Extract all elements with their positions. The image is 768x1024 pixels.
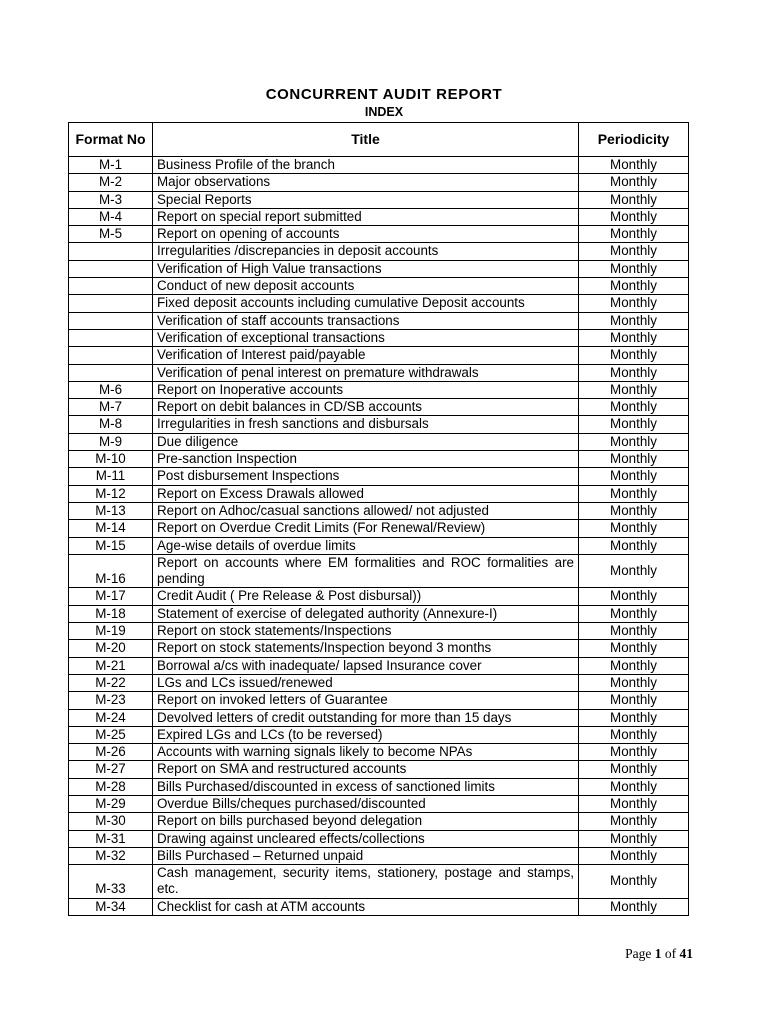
table-row (69, 174, 689, 191)
format-no-cell: M-14 (69, 520, 153, 537)
format-no-cell: M-4 (69, 208, 153, 225)
format-no-cell: M-27 (69, 761, 153, 778)
title-cell: Report on SMA and restructured accounts (153, 761, 579, 778)
periodicity-cell: Monthly (579, 692, 689, 709)
table-row (69, 243, 689, 260)
title-cell: Irregularities /discrepancies in deposit accounts (153, 243, 579, 260)
format-no-cell: M-13 (69, 502, 153, 519)
periodicity-cell: Monthly (579, 778, 689, 795)
periodicity-cell: Monthly (579, 243, 689, 260)
table-row (69, 278, 689, 295)
table-row (69, 744, 689, 761)
table-row (69, 502, 689, 519)
header-title: Title (153, 123, 579, 157)
periodicity-cell: Monthly (579, 520, 689, 537)
format-no-cell: M-5 (69, 226, 153, 243)
table-row (69, 657, 689, 674)
format-no-cell: M-18 (69, 605, 153, 622)
periodicity-cell: Monthly (579, 813, 689, 830)
format-no-cell: M-23 (69, 692, 153, 709)
title-cell: Business Profile of the branch (153, 157, 579, 174)
periodicity-cell: Monthly (579, 554, 689, 588)
title-cell: Report on stock statements/Inspections (153, 623, 579, 640)
table-row (69, 623, 689, 640)
table-row (69, 485, 689, 502)
table-row (69, 520, 689, 537)
title-cell: Verification of Interest paid/payable (153, 347, 579, 364)
page-label: Page (625, 946, 652, 961)
format-no-cell: M-9 (69, 433, 153, 450)
periodicity-cell: Monthly (579, 898, 689, 915)
format-no-cell: M-32 (69, 847, 153, 864)
periodicity-cell: Monthly (579, 502, 689, 519)
title-cell: Fixed deposit accounts including cumulative Deposit accounts (153, 295, 579, 312)
table-row (69, 312, 689, 329)
periodicity-cell: Monthly (579, 347, 689, 364)
title-cell: Verification of exceptional transactions (153, 329, 579, 346)
table-row (69, 795, 689, 812)
table-row (69, 761, 689, 778)
table-row (69, 347, 689, 364)
format-no-cell: M-8 (69, 416, 153, 433)
title-cell: Statement of exercise of delegated authority (Annexure-I) (153, 605, 579, 622)
format-no-cell: M-31 (69, 830, 153, 847)
header-format-no: Format No (69, 123, 153, 157)
periodicity-cell: Monthly (579, 381, 689, 398)
table-row (69, 191, 689, 208)
table-row (69, 364, 689, 381)
report-title: CONCURRENT AUDIT REPORT (265, 86, 503, 103)
periodicity-cell: Monthly (579, 623, 689, 640)
periodicity-cell: Monthly (579, 451, 689, 468)
table-row (69, 226, 689, 243)
title-cell: Report on accounts where EM formalities and ROC formalities are pending (153, 554, 579, 588)
title-cell: Devolved letters of credit outstanding for more than 15 days (153, 709, 579, 726)
periodicity-cell: Monthly (579, 485, 689, 502)
periodicity-cell: Monthly (579, 364, 689, 381)
table-row (69, 605, 689, 622)
page-current: 1 (654, 946, 662, 961)
title-cell: Verification of High Value transactions (153, 260, 579, 277)
title-cell: Report on Excess Drawals allowed (153, 485, 579, 502)
periodicity-cell: Monthly (579, 674, 689, 691)
title-cell: Due diligence (153, 433, 579, 450)
table-row (69, 157, 689, 174)
format-no-cell: M-17 (69, 588, 153, 605)
format-no-cell: M-2 (69, 174, 153, 191)
periodicity-cell: Monthly (579, 260, 689, 277)
page-of-label: of (664, 946, 677, 961)
title-cell: Drawing against uncleared effects/collections (153, 830, 579, 847)
table-row (69, 433, 689, 450)
periodicity-cell: Monthly (579, 588, 689, 605)
format-no-cell (69, 347, 153, 364)
title-cell: Expired LGs and LCs (to be reversed) (153, 726, 579, 743)
format-no-cell (69, 329, 153, 346)
title-cell: Report on special report submitted (153, 208, 579, 225)
periodicity-cell: Monthly (579, 295, 689, 312)
periodicity-cell: Monthly (579, 726, 689, 743)
table-row (69, 399, 689, 416)
title-cell: Report on invoked letters of Guarantee (153, 692, 579, 709)
page-number (625, 946, 693, 962)
format-no-cell: M-12 (69, 485, 153, 502)
table-row (69, 381, 689, 398)
title-cell: Report on bills purchased beyond delegation (153, 813, 579, 830)
table-row (69, 588, 689, 605)
title-cell: LGs and LCs issued/renewed (153, 674, 579, 691)
format-no-cell: M-10 (69, 451, 153, 468)
title-cell: Verification of penal interest on premature withdrawals (153, 364, 579, 381)
periodicity-cell: Monthly (579, 761, 689, 778)
table-row (69, 865, 689, 899)
title-cell: Bills Purchased/discounted in excess of sanctioned limits (153, 778, 579, 795)
title-cell: Pre-sanction Inspection (153, 451, 579, 468)
periodicity-cell: Monthly (579, 865, 689, 899)
table-row (69, 692, 689, 709)
table-row (69, 674, 689, 691)
table-row (69, 554, 689, 588)
table-header-row (69, 123, 689, 157)
periodicity-cell: Monthly (579, 709, 689, 726)
format-no-cell: M-28 (69, 778, 153, 795)
periodicity-cell: Monthly (579, 847, 689, 864)
title-cell: Borrowal a/cs with inadequate/ lapsed Insurance cover (153, 657, 579, 674)
periodicity-cell: Monthly (579, 278, 689, 295)
periodicity-cell: Monthly (579, 795, 689, 812)
format-no-cell: M-20 (69, 640, 153, 657)
table-row (69, 416, 689, 433)
periodicity-cell: Monthly (579, 830, 689, 847)
title-cell: Report on stock statements/Inspection beyond 3 months (153, 640, 579, 657)
format-no-cell: M-3 (69, 191, 153, 208)
title-cell: Report on Overdue Credit Limits (For Renewal/Review) (153, 520, 579, 537)
table-row (69, 830, 689, 847)
format-no-cell: M-11 (69, 468, 153, 485)
title-cell: Credit Audit ( Pre Release & Post disbursal)) (153, 588, 579, 605)
periodicity-cell: Monthly (579, 433, 689, 450)
format-no-cell: M-22 (69, 674, 153, 691)
table-row (69, 813, 689, 830)
format-no-cell: M-25 (69, 726, 153, 743)
format-no-cell: M-1 (69, 157, 153, 174)
table-row (69, 468, 689, 485)
title-cell: Report on opening of accounts (153, 226, 579, 243)
table-row (69, 537, 689, 554)
table-row (69, 329, 689, 346)
title-cell: Age-wise details of overdue limits (153, 537, 579, 554)
periodicity-cell: Monthly (579, 208, 689, 225)
format-no-cell (69, 312, 153, 329)
title-cell: Cash management, security items, stationery, postage and stamps, etc. (153, 865, 579, 899)
periodicity-cell: Monthly (579, 657, 689, 674)
table-row (69, 260, 689, 277)
format-no-cell (69, 364, 153, 381)
format-no-cell (69, 278, 153, 295)
title-cell: Accounts with warning signals likely to become NPAs (153, 744, 579, 761)
format-no-cell (69, 260, 153, 277)
title-cell: Major observations (153, 174, 579, 191)
title-cell: Irregularities in fresh sanctions and disbursals (153, 416, 579, 433)
index-subtitle: INDEX (364, 105, 404, 119)
format-no-cell: M-33 (69, 865, 153, 899)
format-no-cell: M-16 (69, 554, 153, 588)
format-no-cell: M-6 (69, 381, 153, 398)
table-row (69, 898, 689, 915)
table-row (69, 778, 689, 795)
periodicity-cell: Monthly (579, 640, 689, 657)
title-cell: Report on Adhoc/casual sanctions allowed/ not adjusted (153, 502, 579, 519)
title-cell: Special Reports (153, 191, 579, 208)
title-cell: Checklist for cash at ATM accounts (153, 898, 579, 915)
format-no-cell (69, 295, 153, 312)
periodicity-cell: Monthly (579, 468, 689, 485)
table-row (69, 640, 689, 657)
periodicity-cell: Monthly (579, 744, 689, 761)
periodicity-cell: Monthly (579, 605, 689, 622)
title-cell: Verification of staff accounts transactions (153, 312, 579, 329)
periodicity-cell: Monthly (579, 312, 689, 329)
table-row (69, 451, 689, 468)
index-table (68, 122, 689, 916)
format-no-cell: M-26 (69, 744, 153, 761)
format-no-cell: M-15 (69, 537, 153, 554)
header-periodicity: Periodicity (579, 123, 689, 157)
periodicity-cell: Monthly (579, 174, 689, 191)
title-cell: Post disbursement Inspections (153, 468, 579, 485)
title-cell: Conduct of new deposit accounts (153, 278, 579, 295)
format-no-cell: M-19 (69, 623, 153, 640)
title-cell: Overdue Bills/cheques purchased/discounted (153, 795, 579, 812)
periodicity-cell: Monthly (579, 157, 689, 174)
periodicity-cell: Monthly (579, 537, 689, 554)
periodicity-cell: Monthly (579, 416, 689, 433)
periodicity-cell: Monthly (579, 226, 689, 243)
format-no-cell: M-29 (69, 795, 153, 812)
page-total: 41 (679, 946, 693, 961)
table-row (69, 295, 689, 312)
table-row (69, 208, 689, 225)
periodicity-cell: Monthly (579, 329, 689, 346)
table-row (69, 847, 689, 864)
title-cell: Bills Purchased – Returned unpaid (153, 847, 579, 864)
format-no-cell: M-7 (69, 399, 153, 416)
table-row (69, 709, 689, 726)
format-no-cell: M-24 (69, 709, 153, 726)
periodicity-cell: Monthly (579, 191, 689, 208)
format-no-cell (69, 243, 153, 260)
format-no-cell: M-30 (69, 813, 153, 830)
periodicity-cell: Monthly (579, 399, 689, 416)
table-row (69, 726, 689, 743)
title-cell: Report on Inoperative accounts (153, 381, 579, 398)
title-cell: Report on debit balances in CD/SB accounts (153, 399, 579, 416)
format-no-cell: M-34 (69, 898, 153, 915)
table-body (69, 157, 689, 916)
format-no-cell: M-21 (69, 657, 153, 674)
